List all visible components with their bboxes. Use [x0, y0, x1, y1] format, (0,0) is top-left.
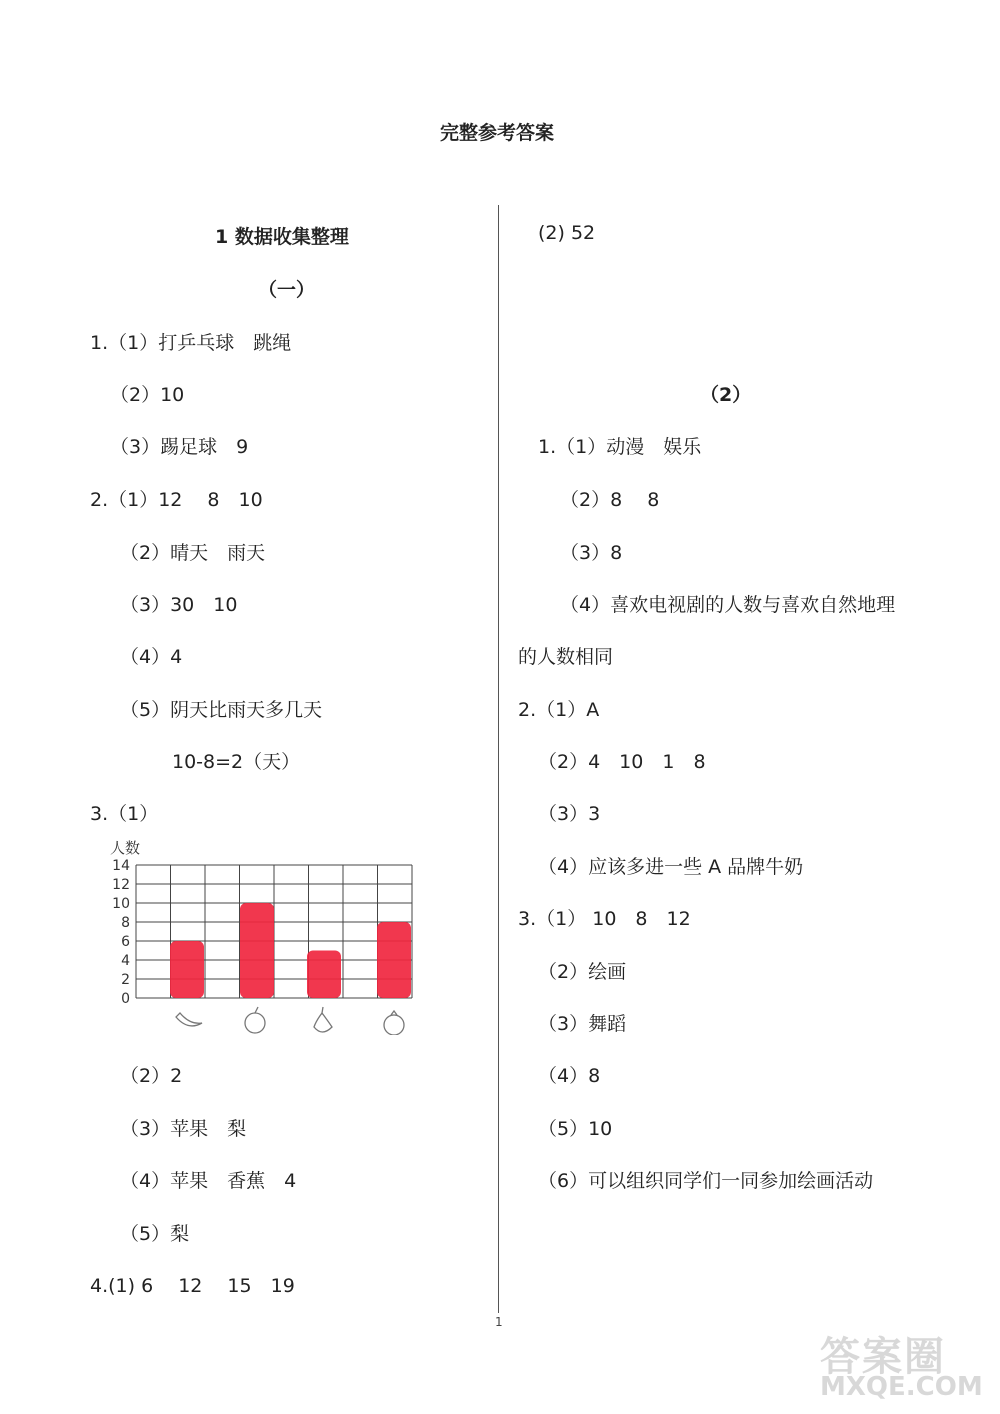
- page-number: 1: [495, 1315, 503, 1329]
- answer-line: 2.（1）A: [518, 699, 600, 721]
- answer-line: （2）2: [120, 1065, 183, 1087]
- answer-line: （3）3: [538, 803, 601, 825]
- answer-line: （2）绘画: [538, 961, 627, 983]
- bar-banana: [170, 941, 204, 998]
- y-axis-label: 人数: [110, 839, 141, 857]
- bar-pear: [307, 951, 341, 999]
- answer-line: （2）8 8: [560, 489, 660, 511]
- watermark-logo: 答案圈: [820, 1334, 946, 1380]
- orange-icon: [384, 1011, 404, 1035]
- answer-line: （5）10: [538, 1118, 613, 1140]
- page-title: 完整参考答案: [440, 122, 555, 144]
- answer-line: （3）8: [560, 542, 623, 564]
- answer-line: （4）4: [120, 646, 183, 668]
- bar-apple: [240, 903, 274, 998]
- y-tick-label: 6: [121, 934, 130, 950]
- answer-line: (2) 52: [538, 222, 596, 244]
- y-tick-label: 0: [121, 991, 130, 1007]
- y-tick-label: 14: [112, 858, 130, 874]
- banana-icon: [176, 1013, 202, 1026]
- bar-orange: [377, 922, 411, 998]
- y-tick-label: 4: [121, 953, 130, 969]
- answer-line: 1.（1）动漫 娱乐: [538, 436, 702, 458]
- answer-line: （4）喜欢电视剧的人数与喜欢自然地理: [560, 594, 896, 616]
- y-tick-label: 8: [121, 915, 130, 931]
- watermark-url: MXQE.COM: [820, 1372, 983, 1402]
- answer-line: （5）阴天比雨天多几天: [120, 699, 323, 721]
- answer-line: （5）梨: [120, 1223, 190, 1245]
- apple-icon: [245, 1007, 265, 1033]
- column-divider: [498, 205, 499, 1313]
- answer-line: （4）苹果 香蕉 4: [120, 1170, 297, 1192]
- answer-line: 4.(1) 6 12 15 19: [90, 1275, 295, 1297]
- answer-line: （6）可以组织同学们一同参加绘画活动: [538, 1170, 874, 1192]
- answer-line: 2.（1）12 8 10: [90, 489, 263, 511]
- answer-line: （3）踢足球 9: [110, 436, 249, 458]
- answer-line: （3）舞蹈: [538, 1013, 627, 1035]
- answer-line: （4）8: [538, 1065, 601, 1087]
- section-title: 1 数据收集整理: [215, 226, 349, 248]
- fruit-bar-chart: [100, 835, 440, 1035]
- answer-line: （2）晴天 雨天: [120, 542, 266, 564]
- y-tick-label: 10: [112, 896, 130, 912]
- answer-line: （3）30 10: [120, 594, 238, 616]
- answer-line: 3.（1）: [90, 803, 159, 825]
- answer-line: 10-8=2（天）: [172, 751, 301, 773]
- answer-line: 的人数相同: [518, 646, 614, 668]
- pear-icon: [314, 1007, 332, 1032]
- y-tick-label: 12: [112, 877, 130, 893]
- answer-line: （4）应该多进一些 A 品牌牛奶: [538, 856, 804, 878]
- answer-line: （3）苹果 梨: [120, 1118, 247, 1140]
- y-tick-label: 2: [121, 972, 130, 988]
- section-subtitle: （2）: [700, 384, 752, 406]
- answer-line: 1.（1）打乒乓球 跳绳: [90, 332, 292, 354]
- section-subtitle: （一）: [258, 279, 316, 301]
- answer-line: （2）4 10 1 8: [538, 751, 706, 773]
- answer-line: （2）10: [110, 384, 185, 406]
- answer-line: 3.（1） 10 8 12: [518, 908, 691, 930]
